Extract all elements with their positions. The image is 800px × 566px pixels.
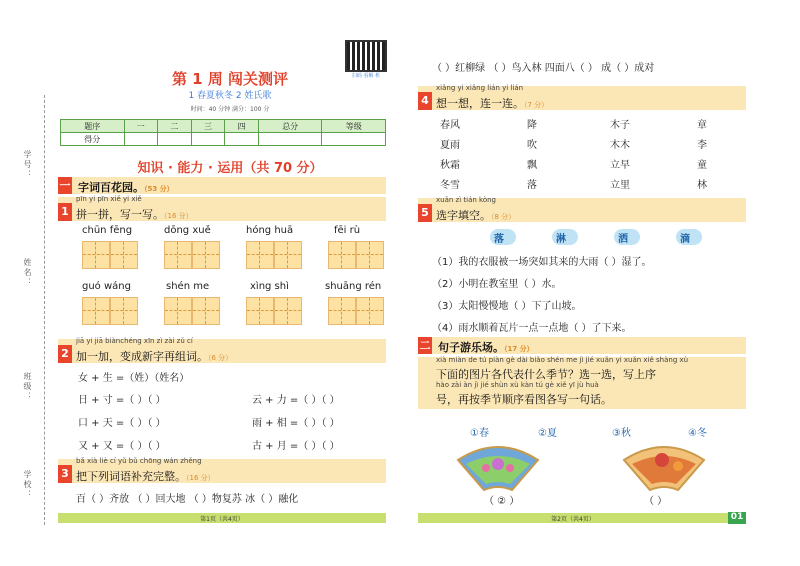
match-item[interactable]: 木木 — [610, 140, 630, 151]
q5-text: 选字填空。 — [436, 209, 491, 222]
writing-grid[interactable] — [164, 241, 192, 269]
q2-line[interactable]: 云 + 力 =（ ）（ ） — [252, 395, 340, 406]
part1-badge: 一 — [59, 179, 71, 192]
season-option: ④冬 — [688, 428, 707, 439]
match-item[interactable]: 夏雨 — [440, 140, 460, 151]
writing-grid[interactable] — [356, 241, 384, 269]
season-answer[interactable]: （ ② ） — [484, 496, 520, 507]
score-cell[interactable] — [258, 133, 322, 146]
q2-number: 2 — [58, 345, 72, 363]
match-item[interactable]: 章 — [697, 120, 707, 131]
score-header-cell: 三 — [191, 120, 225, 133]
score-header-cell: 总分 — [258, 120, 322, 133]
score-cell[interactable] — [191, 133, 225, 146]
q4-prompt — [436, 95, 548, 111]
left-page-footer: 第1页（共4页） — [200, 516, 244, 523]
score-table — [60, 119, 386, 146]
q2-line[interactable]: 日 + 寸 =（ ）（ ） — [78, 395, 166, 406]
writing-grid[interactable] — [110, 241, 138, 269]
match-item[interactable]: 落 — [527, 180, 537, 191]
q4-text: 想一想，连一连。 — [436, 97, 524, 110]
section-title: 知识 · 能力 · 运用（共 70 分） — [137, 161, 323, 176]
q2-line[interactable]: 口 + 天 =（ ）（ ） — [78, 418, 166, 429]
q2-line[interactable]: 雨 + 相 =（ ）（ ） — [252, 418, 340, 429]
score-cell[interactable] — [225, 133, 259, 146]
q2-prompt — [76, 348, 232, 364]
pinyin-word: dōng xuě — [164, 225, 211, 236]
score-cell[interactable] — [158, 133, 192, 146]
page-title: 第 1 周 闯关测评 — [171, 70, 289, 88]
summer-fan-image — [456, 440, 540, 492]
score-header-cell: 一 — [124, 120, 158, 133]
season-answer[interactable]: （ ） — [644, 496, 668, 507]
student-id-label: 学号： — [23, 150, 32, 180]
q4-number: 4 — [418, 92, 432, 110]
pinyin-word: chūn fēng — [82, 225, 133, 236]
right-page-footer: 第2页（共4页） — [551, 516, 595, 523]
q2-points: （6 分） — [208, 354, 233, 362]
part2-title — [438, 339, 534, 355]
word-chip: 淋 — [556, 234, 566, 245]
name-label: 姓名： — [23, 258, 32, 288]
match-item[interactable]: 童 — [697, 160, 707, 171]
q3-line[interactable]: 百（ ）齐放 （ ）回大地 （ ）物复苏 冰（ ）融化 — [76, 494, 299, 505]
q4-pinyin: xiǎng yi xiǎng lián yi lián — [436, 84, 524, 92]
q1-number: 1 — [58, 203, 72, 221]
match-item[interactable]: 秋霜 — [440, 160, 460, 171]
part1-title-text: 字词百花园。 — [78, 181, 144, 194]
q6-text-line2: 号，再按季节顺序看图各写一句话。 — [436, 393, 612, 406]
q5-item[interactable]: （4）雨水顺着瓦片一点一点地（ ）了下来。 — [432, 323, 632, 334]
cut-line — [44, 95, 45, 525]
season-option: ③秋 — [612, 428, 631, 439]
q2-text: 加一加，变成新字再组词。 — [76, 350, 208, 363]
writing-grid[interactable] — [164, 297, 192, 325]
part2-badge: 二 — [419, 339, 431, 352]
word-chip: 洒 — [618, 234, 628, 245]
score-header-cell: 题序 — [61, 120, 125, 133]
q3-prompt — [76, 468, 215, 484]
q5-number: 5 — [418, 204, 432, 222]
q5-points: （8 分） — [491, 213, 516, 221]
score-header-cell: 四 — [225, 120, 259, 133]
page-subtitle: 1 春夏秋冬 2 姓氏歌 — [188, 91, 272, 101]
match-item[interactable]: 立早 — [610, 160, 630, 171]
qr-caption: 扫码 看解 析 — [351, 73, 381, 79]
season-option: ②夏 — [538, 428, 557, 439]
exam-meta: 时间：40 分钟 满分：100 分 — [190, 106, 270, 113]
q2-pinyin: jiā yi jiā biànchéng xīn zì zài zǔ cí — [76, 337, 193, 345]
season-option: ①春 — [470, 428, 489, 439]
writing-grid[interactable] — [274, 241, 302, 269]
writing-grid[interactable] — [356, 297, 384, 325]
autumn-fan-image — [622, 440, 706, 492]
q1-pinyin: pīn yi pīn xiě yi xiě — [76, 195, 142, 203]
word-chip: 落 — [494, 234, 504, 245]
match-item[interactable]: 飘 — [527, 160, 537, 171]
writing-grid[interactable] — [192, 241, 220, 269]
q3-text: 把下列词语补充完整。 — [76, 470, 186, 483]
q4-points: （7 分） — [524, 101, 549, 109]
q5-item[interactable]: （2）小明在教室里（ ）水。 — [432, 279, 562, 290]
score-row-label: 得分 — [61, 133, 125, 146]
match-item[interactable]: 李 — [697, 140, 707, 151]
writing-grid[interactable] — [82, 297, 110, 325]
q3-number: 3 — [58, 465, 72, 483]
pinyin-word: hóng huā — [246, 225, 294, 236]
class-label: 班级： — [23, 372, 32, 402]
writing-grid[interactable] — [82, 241, 110, 269]
q6-text-line1: 下面的图片各代表什么季节？选一选，写上序 — [436, 368, 656, 381]
match-item[interactable]: 冬雪 — [440, 180, 460, 191]
q1-points: （16 分） — [164, 212, 193, 220]
q5-prompt — [436, 207, 515, 223]
q6-pinyin-line1: xià miàn de tú piàn gè dài biǎo shén me jì jié xuǎn yi xuǎn xiě shàng xù — [436, 356, 689, 364]
q5-item[interactable]: （3）太阳慢慢地（ ）下了山坡。 — [432, 301, 582, 312]
score-header-cell: 二 — [158, 120, 192, 133]
writing-grid[interactable] — [274, 297, 302, 325]
q2-line: 女 + 生 =（姓）（姓名） — [78, 373, 190, 384]
pinyin-word: shén me — [166, 281, 210, 292]
part1-title — [78, 179, 174, 195]
q1-text: 拼一拼，写一写。 — [76, 208, 164, 221]
q2-line[interactable]: 古 + 月 =（ ）（ ） — [252, 441, 340, 452]
word-chip: 滴 — [680, 234, 690, 245]
writing-grid[interactable] — [246, 297, 274, 325]
match-item[interactable]: 吹 — [527, 140, 537, 151]
pinyin-word: guó wáng — [82, 281, 131, 292]
binding-sidebar — [0, 0, 52, 566]
match-item[interactable]: 木子 — [610, 120, 630, 131]
writing-grid[interactable] — [328, 241, 356, 269]
writing-grid[interactable] — [246, 241, 274, 269]
writing-grid[interactable] — [192, 297, 220, 325]
score-cell[interactable] — [124, 133, 158, 146]
part2-points: （17 分） — [504, 345, 534, 353]
q2-line[interactable]: 又 + 又 =（ ）（ ） — [78, 441, 166, 452]
q3-pinyin: bǎ xià liè cí yǔ bǔ chōng wán zhěng — [76, 457, 202, 465]
score-cell[interactable] — [322, 133, 386, 146]
match-item[interactable]: 春风 — [440, 120, 460, 131]
q6-pinyin-line2: hào zài àn jì jié shùn xù kàn tú gè xiě yī jù huà — [436, 381, 599, 389]
writing-grid[interactable] — [110, 297, 138, 325]
pinyin-word: xìng shì — [250, 281, 289, 292]
school-label: 学校： — [23, 470, 32, 500]
pinyin-word: fēi rù — [334, 225, 361, 236]
right-top-line[interactable]: （ ）红柳绿 （ ）鸟入林 四面八（ ） 成（ ）成对 — [432, 63, 655, 74]
part2-title-text: 句子游乐场。 — [438, 341, 504, 354]
writing-grid[interactable] — [328, 297, 356, 325]
q5-pinyin: xuǎn zì tián kòng — [436, 196, 496, 204]
match-item[interactable]: 降 — [527, 120, 537, 131]
q1-prompt — [76, 206, 193, 222]
q5-item[interactable]: （1）我的衣服被一场突如其来的大雨（ ）湿了。 — [432, 257, 652, 268]
qr-code-icon[interactable] — [345, 40, 387, 72]
page-number-badge: 01 — [728, 512, 746, 524]
part1-points: （53 分） — [144, 185, 174, 193]
match-item[interactable]: 立里 — [610, 180, 630, 191]
q3-points: （16 分） — [186, 474, 215, 482]
score-header-cell: 等级 — [322, 120, 386, 133]
match-item[interactable]: 林 — [697, 180, 707, 191]
pinyin-word: shuāng rén — [325, 281, 382, 292]
